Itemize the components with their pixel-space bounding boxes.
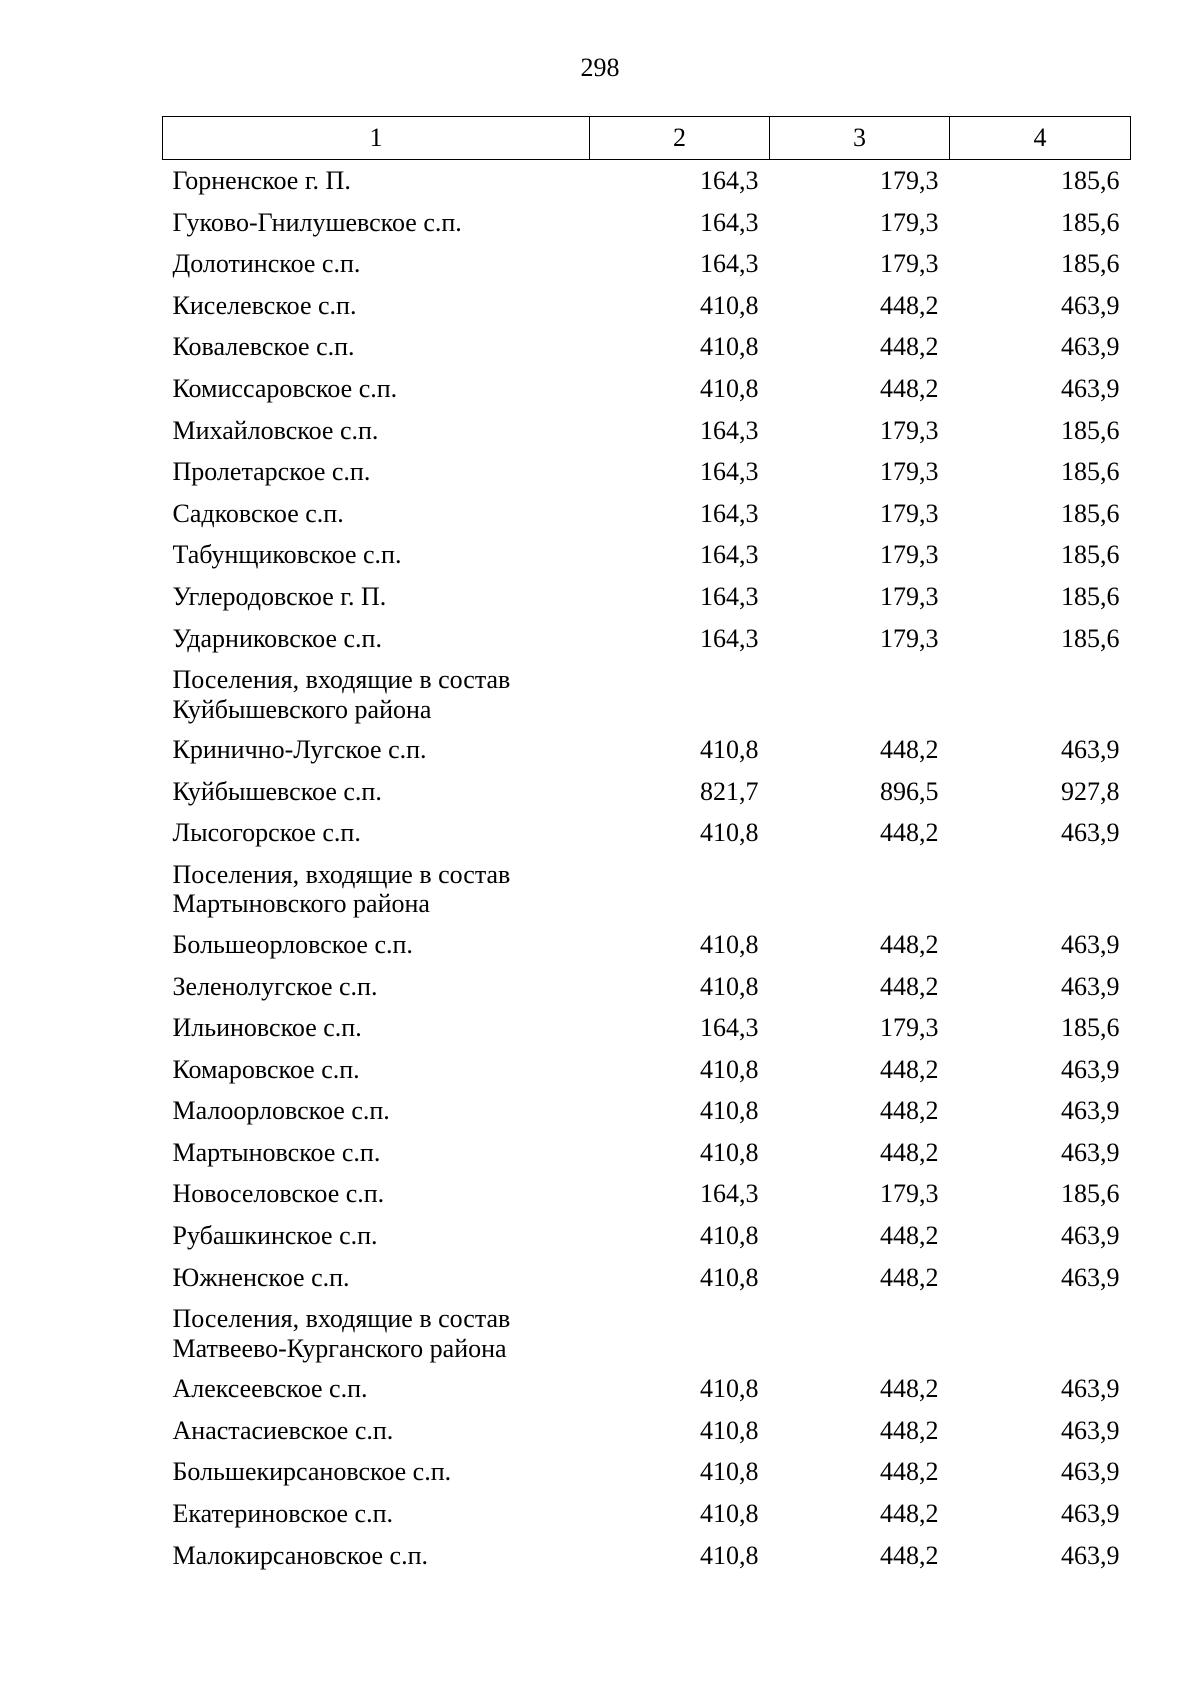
value-col-2-cell: 164,3 [700, 457, 759, 487]
value-col-4-cell: 185,6 [1061, 581, 1120, 611]
value-col-4-cell: 463,9 [1061, 1415, 1120, 1445]
table-row [163, 202, 1131, 244]
table-row [163, 1173, 1131, 1215]
table-row [163, 326, 1131, 368]
value-col-2-cell: 410,8 [700, 929, 759, 959]
value-col-3-cell: 179,3 [880, 498, 939, 528]
group-heading-line-1: Поселения, входящие в состав [172, 1304, 511, 1334]
value-col-3-cell: 179,3 [880, 207, 939, 237]
header-cell-3: 3 [770, 117, 950, 160]
settlement-name-cell: Ковалевское с.п. [172, 332, 355, 362]
value-col-3-cell: 179,3 [880, 581, 939, 611]
settlement-name-cell: Михайловское с.п. [172, 415, 379, 445]
value-col-3-cell: 448,2 [880, 1096, 939, 1126]
header-row [163, 117, 1131, 160]
header-cell-4: 4 [950, 117, 1131, 160]
settlement-name-cell: Долотинское с.п. [172, 249, 361, 279]
group-heading-line-2: Куйбышевского района [172, 694, 432, 724]
value-col-2-cell: 410,8 [700, 1137, 759, 1167]
value-col-2-cell: 164,3 [700, 498, 759, 528]
settlement-name-cell: Новоселовское с.п. [172, 1179, 385, 1209]
group-heading [163, 854, 1131, 924]
value-col-4-cell: 185,6 [1061, 166, 1120, 195]
value-col-2-cell: 410,8 [700, 332, 759, 362]
value-col-3-cell: 448,2 [880, 1540, 939, 1570]
table-body [163, 160, 1131, 1577]
value-col-3-cell: 448,2 [880, 290, 939, 320]
group-heading [163, 659, 1131, 729]
value-col-4-cell: 463,9 [1061, 735, 1120, 765]
value-col-2-cell: 410,8 [700, 1499, 759, 1529]
value-col-3-cell: 179,3 [880, 415, 939, 445]
value-col-3-cell: 179,3 [880, 457, 939, 487]
table-row [163, 451, 1131, 493]
value-col-4-cell: 463,9 [1061, 332, 1120, 362]
group-heading-line-2: Матвеево-Курганского района [172, 1333, 507, 1363]
value-col-2-cell: 410,8 [700, 1096, 759, 1126]
data-table-container [162, 116, 1130, 1576]
page-number: 298 [580, 53, 620, 82]
value-col-4-cell: 463,9 [1061, 818, 1120, 848]
settlement-name-cell: Лысогорское с.п. [172, 818, 361, 848]
value-col-4-cell: 185,6 [1061, 1013, 1120, 1043]
table-row [163, 1090, 1131, 1132]
value-col-2-cell: 410,8 [700, 1221, 759, 1251]
value-col-4-cell: 185,6 [1061, 540, 1120, 570]
value-col-2-cell: 164,3 [700, 623, 759, 653]
table-row [163, 534, 1131, 576]
value-col-4-cell: 463,9 [1061, 1374, 1120, 1404]
value-col-4-cell: 463,9 [1061, 1262, 1120, 1292]
value-col-4-cell: 463,9 [1061, 1221, 1120, 1251]
value-col-3-cell: 448,2 [880, 373, 939, 403]
settlement-name-cell: Гуково-Гнилушевское с.п. [172, 207, 462, 237]
table-row [163, 1535, 1131, 1577]
settlement-name-cell: Комиссаровское с.п. [172, 373, 398, 403]
value-col-4-cell: 463,9 [1061, 1457, 1120, 1487]
table-row [163, 1049, 1131, 1091]
value-col-3-cell: 448,2 [880, 735, 939, 765]
value-col-4-cell: 463,9 [1061, 290, 1120, 320]
value-col-2-cell: 164,3 [700, 1179, 759, 1209]
table-row [163, 771, 1131, 813]
table-row [163, 1007, 1131, 1049]
value-col-3-cell: 179,3 [880, 623, 939, 653]
settlement-name-cell: Кринично-Лугское с.п. [172, 735, 427, 765]
settlement-name-cell: Малокирсановское с.п. [172, 1540, 429, 1570]
value-col-4-cell: 463,9 [1061, 1096, 1120, 1126]
value-col-4-cell: 185,6 [1061, 1179, 1120, 1209]
settlement-name-cell: Большеорловское с.п. [172, 929, 413, 959]
value-col-2-cell: 410,8 [700, 1374, 759, 1404]
value-col-4-cell: 185,6 [1061, 415, 1120, 445]
table-row [163, 1368, 1131, 1410]
table-row [163, 493, 1131, 535]
value-col-4-cell: 463,9 [1061, 971, 1120, 1001]
table-row [163, 1215, 1131, 1257]
table-row [163, 618, 1131, 660]
table-row [163, 243, 1131, 285]
value-col-2-cell: 410,8 [700, 1540, 759, 1570]
table-row [163, 729, 1131, 771]
value-col-3-cell: 179,3 [880, 540, 939, 570]
value-col-2-cell: 410,8 [700, 1415, 759, 1445]
table-row [163, 1410, 1131, 1452]
settlement-name-cell: Большекирсановское с.п. [172, 1457, 452, 1487]
settlement-name-cell: Мартыновское с.п. [172, 1137, 381, 1167]
group-heading-row [163, 854, 1131, 924]
table-row [163, 576, 1131, 618]
table-row [163, 410, 1131, 452]
settlement-name-cell: Рубашкинское с.п. [172, 1221, 378, 1251]
header-cell-2: 2 [590, 117, 770, 160]
group-heading-row [163, 659, 1131, 729]
value-col-2-cell: 410,8 [700, 373, 759, 403]
value-col-3-cell: 448,2 [880, 1374, 939, 1404]
value-col-3-cell: 448,2 [880, 1415, 939, 1445]
table-row [163, 966, 1131, 1008]
table-row [163, 1257, 1131, 1299]
settlement-name-cell: Анастасиевское с.п. [172, 1415, 394, 1445]
group-heading-line-1: Поселения, входящие в состав [172, 859, 511, 889]
value-col-2-cell: 164,3 [700, 249, 759, 279]
value-col-2-cell: 410,8 [700, 1457, 759, 1487]
table-row [163, 1493, 1131, 1535]
value-col-4-cell: 463,9 [1061, 1054, 1120, 1084]
group-heading-line-1: Поселения, входящие в состав [172, 665, 511, 695]
settlement-name-cell: Зеленолугское с.п. [172, 971, 378, 1001]
value-col-4-cell: 185,6 [1061, 457, 1120, 487]
value-col-4-cell: 185,6 [1061, 498, 1120, 528]
settlement-name-cell: Табунщиковское с.п. [172, 540, 402, 570]
value-col-2-cell: 410,8 [700, 818, 759, 848]
table-header [163, 117, 1131, 160]
value-col-2-cell: 410,8 [700, 1262, 759, 1292]
value-col-2-cell: 164,3 [700, 415, 759, 445]
table-row [163, 1132, 1131, 1174]
settlement-name-cell: Ударниковское с.п. [172, 623, 382, 653]
settlement-name-cell: Ильиновское с.п. [172, 1013, 362, 1043]
value-col-2-cell: 821,7 [700, 776, 759, 806]
group-heading [163, 1298, 1131, 1368]
table-row [163, 812, 1131, 854]
value-col-2-cell: 164,3 [700, 166, 759, 195]
value-col-3-cell: 448,2 [880, 971, 939, 1001]
table-row [163, 160, 1131, 202]
settlement-name-cell: Екатериновское с.п. [172, 1499, 394, 1529]
value-col-3-cell: 448,2 [880, 1054, 939, 1084]
value-col-3-cell: 448,2 [880, 1262, 939, 1292]
value-col-4-cell: 463,9 [1061, 1137, 1120, 1167]
value-col-3-cell: 896,5 [880, 776, 939, 806]
table-row [163, 1451, 1131, 1493]
settlement-name-cell: Киселевское с.п. [172, 290, 357, 320]
value-col-3-cell: 179,3 [880, 1013, 939, 1043]
value-col-3-cell: 448,2 [880, 929, 939, 959]
settlement-name-cell: Южненское с.п. [172, 1262, 350, 1292]
value-col-4-cell: 463,9 [1061, 1499, 1120, 1529]
value-col-3-cell: 448,2 [880, 332, 939, 362]
value-col-3-cell: 179,3 [880, 1179, 939, 1209]
value-col-4-cell: 463,9 [1061, 1540, 1120, 1570]
value-col-2-cell: 410,8 [700, 735, 759, 765]
settlement-name-cell: Комаровское с.п. [172, 1054, 360, 1084]
settlement-name-cell: Алексеевское с.п. [172, 1374, 368, 1404]
value-col-2-cell: 410,8 [700, 290, 759, 320]
value-col-3-cell: 448,2 [880, 1499, 939, 1529]
value-col-4-cell: 185,6 [1061, 249, 1120, 279]
value-col-4-cell: 463,9 [1061, 929, 1120, 959]
group-heading-row [163, 1298, 1131, 1368]
value-col-2-cell: 164,3 [700, 1013, 759, 1043]
value-col-4-cell: 463,9 [1061, 373, 1120, 403]
value-col-4-cell: 185,6 [1061, 207, 1120, 237]
value-col-3-cell: 448,2 [880, 1137, 939, 1167]
table-row [163, 368, 1131, 410]
value-col-4-cell: 927,8 [1061, 776, 1120, 806]
value-col-2-cell: 410,8 [700, 1054, 759, 1084]
header-cell-1: 1 [163, 117, 590, 160]
settlement-name-cell: Горненское г. П. [172, 166, 351, 195]
value-col-2-cell: 410,8 [700, 971, 759, 1001]
settlement-name-cell: Пролетарское с.п. [172, 457, 371, 487]
data-table [162, 116, 1131, 1576]
table-row [163, 285, 1131, 327]
value-col-4-cell: 185,6 [1061, 623, 1120, 653]
value-col-3-cell: 179,3 [880, 249, 939, 279]
value-col-2-cell: 164,3 [700, 207, 759, 237]
value-col-2-cell: 164,3 [700, 581, 759, 611]
value-col-3-cell: 448,2 [880, 1221, 939, 1251]
settlement-name-cell: Малоорловское с.п. [172, 1096, 390, 1126]
value-col-3-cell: 448,2 [880, 1457, 939, 1487]
settlement-name-cell: Углеродовское г. П. [172, 581, 387, 611]
group-heading-line-2: Мартыновского района [172, 889, 430, 919]
settlement-name-cell: Куйбышевское с.п. [172, 776, 382, 806]
table-row [163, 924, 1131, 966]
value-col-3-cell: 179,3 [880, 166, 939, 195]
value-col-3-cell: 448,2 [880, 818, 939, 848]
settlement-name-cell: Садковское с.п. [172, 498, 344, 528]
value-col-2-cell: 164,3 [700, 540, 759, 570]
